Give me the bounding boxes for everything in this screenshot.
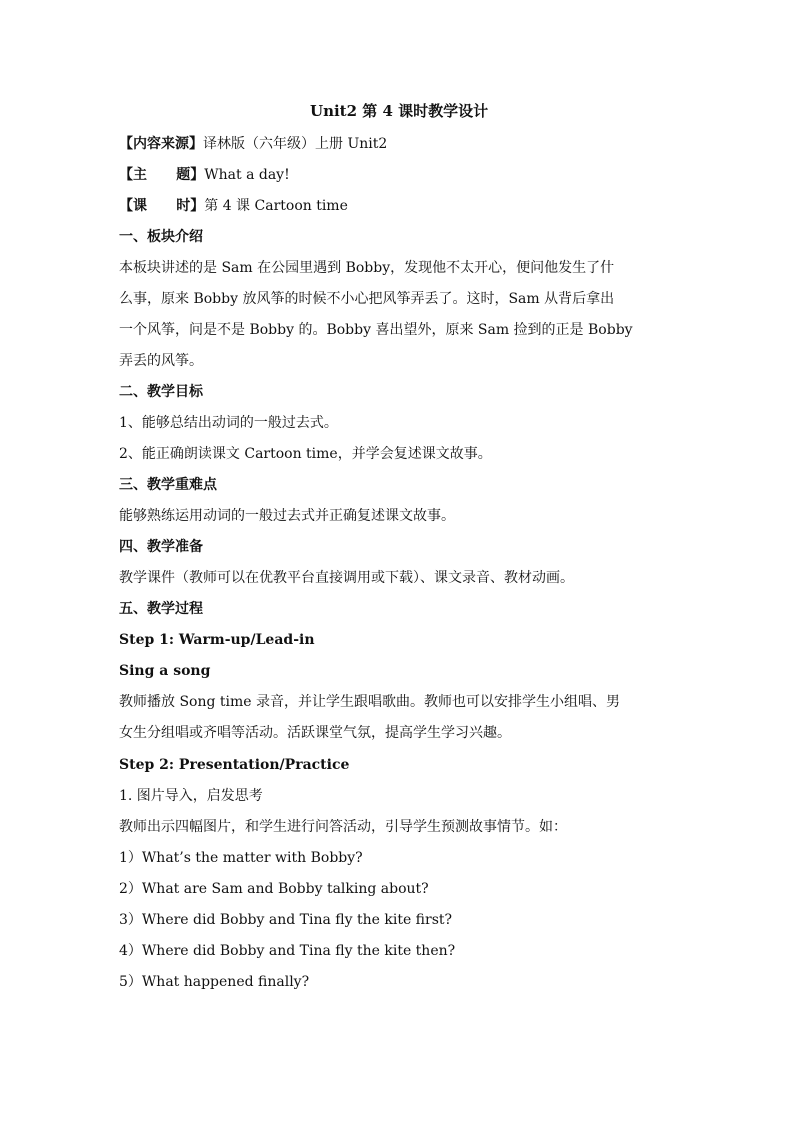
period-label: 【课 时】 (119, 198, 205, 214)
step2-text: 教师出示四幅图片，和学生进行问答活动，引导学生预测故事情节。如： (119, 819, 567, 835)
step2-subheading: 1. 图片导入，启发思考 (119, 788, 263, 804)
goal-item: 2、能正确朗读课文 Cartoon time，并学会复述课文故事。 (119, 446, 492, 462)
prep-heading: 四、教学准备 (119, 539, 203, 555)
theme-value: What a day! (204, 167, 290, 183)
key-heading: 三、教学重难点 (119, 477, 217, 493)
source-label: 【内容来源】 (119, 136, 203, 152)
step1-heading: Step 1: Warm-up/Lead-in (119, 632, 315, 648)
period-line (119, 196, 348, 216)
step1-line: 教师播放 Song time 录音，并让学生跟唱歌曲。教师也可以安排学生小组唱、男 (119, 694, 621, 710)
intro-line: 一个风筝，问是不是 Bobby 的。Bobby 喜出望外，原来 Sam 捡到的正是 Bobby (119, 322, 633, 338)
question-item: 2）What are Sam and Bobby talking about? (119, 881, 429, 897)
source-line (119, 134, 387, 154)
intro-line: 么事，原来 Bobby 放风筝的时候不小心把风筝弄丢了。这时，Sam 从背后拿出 (119, 291, 615, 307)
theme-label: 【主 题】 (119, 167, 205, 183)
period-value: 第 4 课 Cartoon time (204, 198, 348, 214)
step1-subheading: Sing a song (119, 663, 211, 679)
question-item: 1）What’s the matter with Bobby? (119, 850, 363, 866)
intro-line: 弄丢的风筝。 (119, 353, 203, 369)
question-item: 4）Where did Bobby and Tina fly the kite then? (119, 943, 456, 959)
question-item: 5）What happened finally? (119, 974, 310, 990)
key-text: 能够熟练运用动词的一般过去式并正确复述课文故事。 (119, 508, 455, 524)
intro-heading: 一、板块介绍 (119, 229, 203, 245)
prep-text: 教学课件（教师可以在优教平台直接调用或下载）、课文录音、教材动画。 (119, 570, 574, 586)
source-value: 译林版（六年级）上册 Unit2 (203, 136, 388, 152)
goal-item: 1、能够总结出动词的一般过去式。 (119, 415, 338, 431)
question-item: 3）Where did Bobby and Tina fly the kite first? (119, 912, 453, 928)
intro-line: 本板块讲述的是 Sam 在公园里遇到 Bobby，发现他不太开心，便问他发生了什 (119, 260, 615, 276)
doc-title: Unit2 第 4 课时教学设计 (310, 102, 489, 120)
theme-line (119, 165, 290, 185)
step2-heading: Step 2: Presentation/Practice (119, 757, 350, 773)
process-heading: 五、教学过程 (119, 601, 203, 617)
step1-line: 女生分组唱或齐唱等活动。活跃课堂气氛，提高学生学习兴趣。 (119, 725, 511, 741)
goals-heading: 二、教学目标 (119, 384, 203, 400)
